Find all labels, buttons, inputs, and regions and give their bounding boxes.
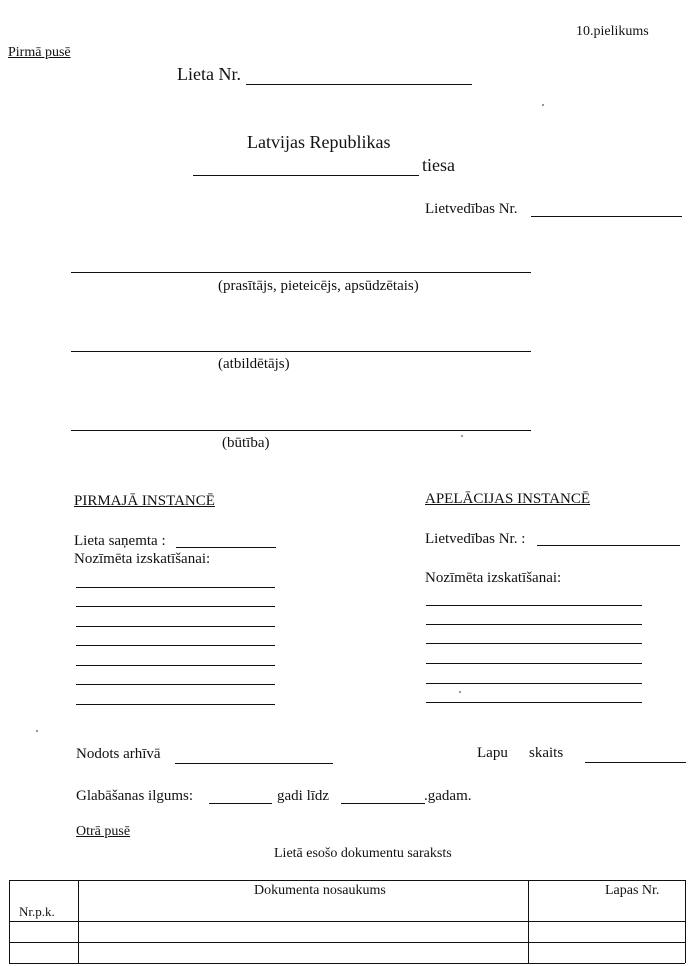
- appeal-registry-field[interactable]: [537, 545, 680, 546]
- appendix-label: 10.pielikums: [576, 24, 649, 39]
- subject-field[interactable]: [71, 430, 531, 431]
- appeal-scheduled-line[interactable]: [426, 702, 642, 703]
- first-scheduled-line[interactable]: [76, 684, 275, 685]
- first-scheduled-label: Nozīmēta izskatīšanai:: [74, 551, 211, 567]
- document-list-title: Lietā esošo dokumentu saraksts: [274, 846, 452, 861]
- registry-number-label: Lietvedības Nr.: [425, 201, 518, 217]
- table-cell[interactable]: [10, 922, 78, 942]
- table-cell[interactable]: [529, 943, 685, 963]
- case-received-label: Lieta saņemta :: [74, 533, 166, 549]
- defendant-field[interactable]: [71, 351, 531, 352]
- table-border-bottom: [9, 963, 685, 964]
- registry-number-field[interactable]: [531, 216, 682, 217]
- subject-caption: (būtība): [222, 435, 270, 451]
- appeal-scheduled-label: Nozīmēta izskatīšanai:: [425, 570, 562, 586]
- table-cell[interactable]: [529, 922, 685, 942]
- storage-period-label: Glabāšanas ilgums:: [76, 788, 194, 804]
- archive-transferred-field[interactable]: [175, 763, 333, 764]
- appeal-scheduled-line[interactable]: [426, 605, 642, 606]
- column-header-document-name: Dokumenta nosaukums: [254, 883, 386, 898]
- case-number-field[interactable]: [246, 84, 472, 85]
- first-scheduled-line[interactable]: [76, 665, 275, 666]
- appeal-registry-label: Lietvedības Nr. :: [425, 531, 526, 547]
- appeal-instance-heading: APELĀCIJAS INSTANCĒ: [425, 491, 591, 507]
- scan-speck: [461, 435, 463, 437]
- first-scheduled-line[interactable]: [76, 587, 275, 588]
- court-word: tiesa: [422, 155, 455, 175]
- pages-count-field[interactable]: [585, 762, 686, 763]
- table-border-right: [685, 880, 686, 963]
- appeal-scheduled-line[interactable]: [426, 663, 642, 664]
- side-one-label: Pirmā pusē: [8, 45, 71, 60]
- first-scheduled-line[interactable]: [76, 645, 275, 646]
- appeal-scheduled-line[interactable]: [426, 624, 642, 625]
- republic-title: Latvijas Republikas: [247, 132, 391, 152]
- table-cell[interactable]: [10, 943, 78, 963]
- scan-speck: [542, 104, 544, 106]
- table-border-top: [9, 880, 685, 881]
- table-cell[interactable]: [79, 943, 528, 963]
- case-received-field[interactable]: [176, 547, 276, 548]
- plaintiff-caption: (prasītājs, pieteicējs, apsūdzētais): [218, 278, 419, 294]
- storage-years-field[interactable]: [209, 803, 272, 804]
- year-suffix-label: .gadam.: [424, 788, 472, 804]
- first-scheduled-line[interactable]: [76, 704, 275, 705]
- scan-speck: [459, 691, 461, 693]
- table-cell[interactable]: [79, 922, 528, 942]
- column-header-page-number: Lapas Nr.: [605, 883, 660, 898]
- first-instance-heading: PIRMAJĀ INSTANCĒ: [74, 493, 215, 509]
- column-header-number: Nr.p.k.: [19, 904, 55, 919]
- first-scheduled-line[interactable]: [76, 606, 275, 607]
- first-scheduled-line[interactable]: [76, 626, 275, 627]
- plaintiff-field[interactable]: [71, 272, 531, 273]
- side-two-label: Otrā pusē: [76, 824, 131, 839]
- defendant-caption: (atbildētājs): [218, 356, 290, 372]
- case-number-label: Lieta Nr.: [177, 64, 241, 84]
- storage-year-field[interactable]: [341, 803, 425, 804]
- archive-transferred-label: Nodots arhīvā: [76, 746, 161, 762]
- pages-label: Lapu: [477, 745, 508, 761]
- appeal-scheduled-line[interactable]: [426, 643, 642, 644]
- court-name-field[interactable]: [193, 175, 419, 176]
- appeal-scheduled-line[interactable]: [426, 683, 642, 684]
- years-until-label: gadi līdz: [277, 788, 330, 804]
- scan-speck: [36, 730, 38, 732]
- pages-count-label: skaits: [529, 745, 564, 761]
